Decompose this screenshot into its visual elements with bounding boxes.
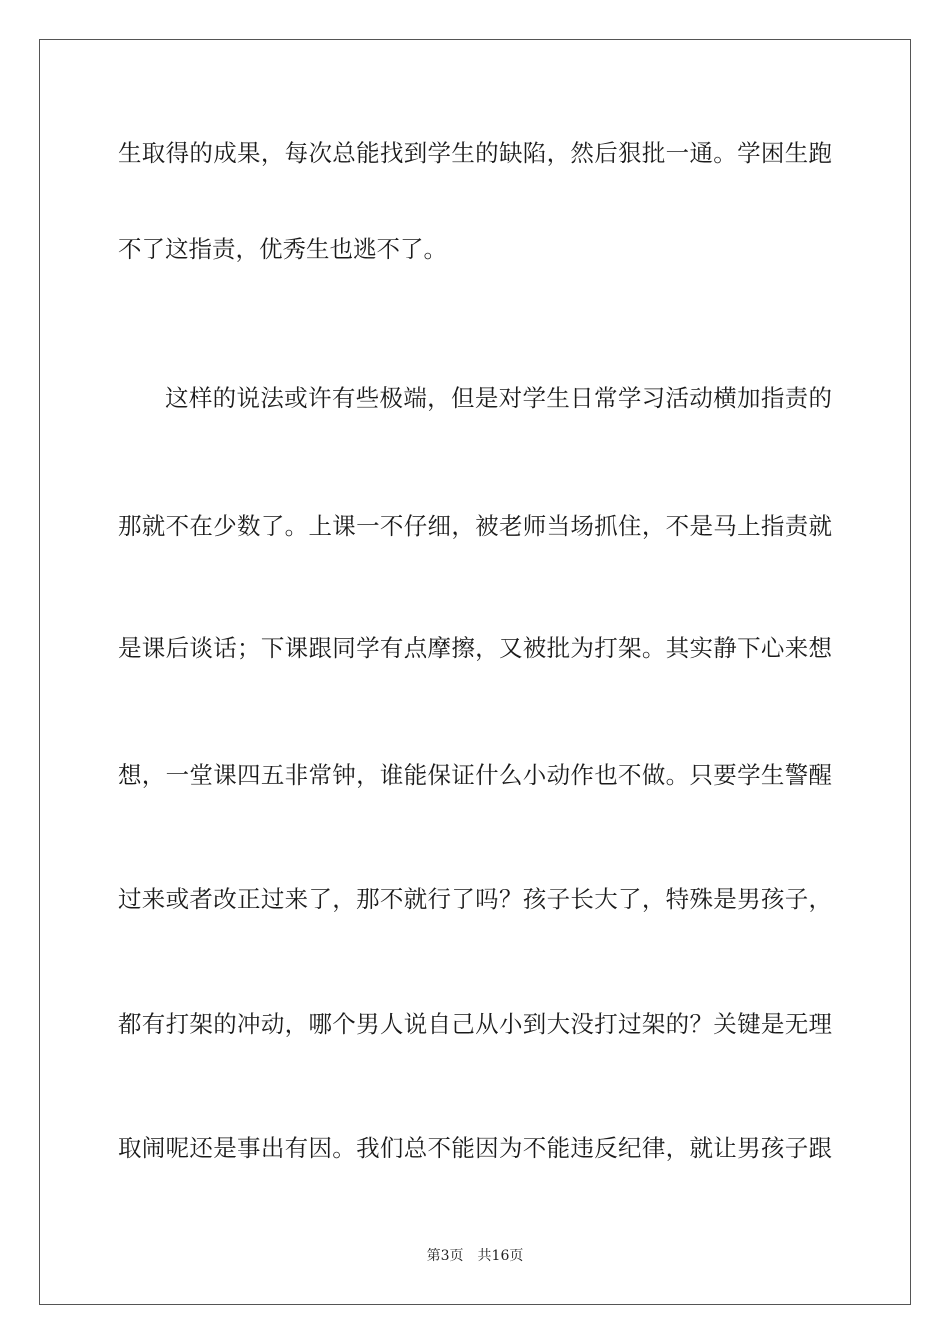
page-border (39, 39, 911, 1305)
text-line-9: 取闹呢还是事出有因。我们总不能因为不能违反纪律，就让男孩子跟 (118, 1134, 832, 1162)
text-line-2: 不了这指责，优秀生也逃不了。 (118, 235, 447, 263)
text-line-6: 想，一堂课四五非常钟，谁能保证什么小动作也不做。只要学生警醒 (118, 761, 832, 789)
page-footer (0, 1247, 950, 1265)
text-line-4: 那就不在少数了。上课一不仔细，被老师当场抓住，不是马上指责就 (118, 512, 832, 540)
page-total: 共16页 (477, 1248, 524, 1264)
text-line-8: 都有打架的冲动，哪个男人说自己从小到大没打过架的？关键是无理 (118, 1010, 832, 1038)
page-number: 第3页 (426, 1248, 464, 1264)
text-line-7: 过来或者改正过来了，那不就行了吗？孩子长大了，特殊是男孩子， (118, 885, 832, 913)
text-line-3: 这样的说法或许有些极端，但是对学生日常学习活动横加指责的 (165, 384, 832, 412)
text-line-1: 生取得的成果，每次总能找到学生的缺陷，然后狠批一通。学困生跑 (118, 139, 832, 167)
text-line-5: 是课后谈话；下课跟同学有点摩擦，又被批为打架。其实静下心来想 (118, 634, 832, 662)
